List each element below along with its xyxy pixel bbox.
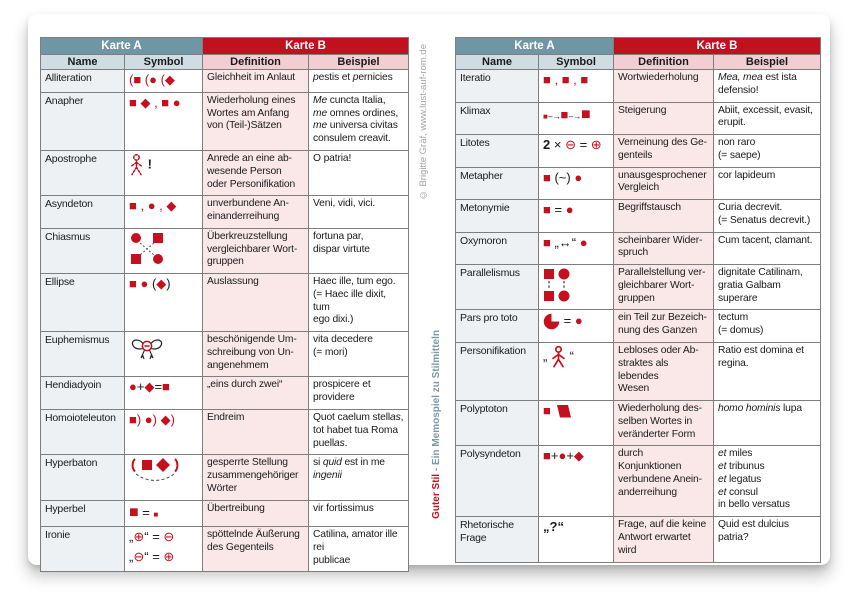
stilmittel-name: Metapher [456,167,539,200]
stilmittel-beispiel: fortuna par, dispar virtute [309,228,409,273]
stilmittel-definition: Wiederholung eines Wortes am Anfang von (Teil-)Sätzen [203,92,309,150]
stilmittel-symbol: ■ ◆ , ■ ● [125,92,203,150]
stilmittel-beispiel: homo hominis lupa [714,401,821,446]
table-row [456,232,821,265]
table-row [456,135,821,168]
table-row [456,517,821,562]
card-group-header-row [41,38,409,55]
stilmittel-beispiel: Cum tacent, clamant. [714,232,821,265]
stilmittel-definition: beschönigende Um- schreibung von Un- angenehmem [203,332,309,377]
col-header-symbol: Symbol [539,55,614,70]
stilmittel-symbol: (■ (● (◆ [125,70,203,93]
stilmittel-beispiel: vir fortissimus [309,500,409,526]
stilmittel-beispiel: O patria! [309,151,409,196]
pars-icon [543,313,560,330]
stilmittel-beispiel: Me cuncta Italia, me omnes ordines, me universa civitas consulem creavit. [309,92,409,150]
stilmittel-definition: durch Konjunktionen verbundene Anein- anderreihung [614,446,714,517]
copyright-vertical-text: © Brigitte Gräf, www.lust-auf-rom.de [418,44,429,201]
stilmittel-name: Ellipse [41,274,125,332]
table-row [41,455,409,500]
karte-b-header: Karte B [203,38,409,55]
stilmittel-symbol: ■ , ■ , ■ [539,70,614,103]
table-row [456,401,821,446]
stilmittel-name: Chiasmus [41,228,125,273]
card-group-header-row [456,38,821,55]
table-row [456,200,821,233]
stilmittel-beispiel: vita decedere (= mori) [309,332,409,377]
stilmittel-symbol: ■ ● (◆) [125,274,203,332]
stilmittel-symbol: ■ = ● [539,200,614,233]
col-header-definition: Definition [203,55,309,70]
stickman-dash-icon [129,154,144,176]
stilmittel-beispiel: dignitate Catilinam, gratia Galbam superare [714,265,821,310]
stilmittel-name: Hyperbaton [41,455,125,500]
stilmittel-symbol: 2 × ⊖ = ⊕ [539,135,614,168]
chiasmus-icon [129,232,164,265]
stilmittel-beispiel: Veni, vidi, vici. [309,196,409,229]
stilmittel-name: Oxymoron [456,232,539,265]
stilmittel-symbol: „?“ [539,517,614,562]
stilmittel-name: Hendiadyoin [41,377,125,410]
stilmittel-beispiel: Curia decrevit. (= Senatus decrevit.) [714,200,821,233]
stilmittel-name: Litotes [456,135,539,168]
stilmittel-definition: Wiederholung des- selben Wortes in veränderter Form [614,401,714,446]
stilmittel-name: Pars pro toto [456,310,539,343]
table-row [41,332,409,377]
stilmittel-name: Anapher [41,92,125,150]
stickman-icon [551,346,566,368]
stilmittel-symbol: ■ , ● , ◆ [125,196,203,229]
stilmittel-beispiel: prospicere et providere [309,377,409,410]
stilmittel-definition: Überkreuzstellung vergleichbarer Wort- gruppen [203,228,309,273]
skewsq-icon [554,405,571,418]
table-row [456,167,821,200]
stilmittel-definition: Lebloses oder Ab- straktes als lebendes Wesen [614,343,714,401]
stilmittel-beispiel: Quid est dulcius patria? [714,517,821,562]
stilmittel-definition: Steigerung [614,102,714,135]
col-header-beispiel: Beispiel [309,55,409,70]
table-row [41,274,409,332]
stilmittel-symbol: ■+●+◆ [539,446,614,517]
stilmittel-name: Metonymie [456,200,539,233]
stilmittel-beispiel: pestis et pernicies [309,70,409,93]
stilmittel-definition: Begriffstausch [614,200,714,233]
stilmittel-definition: Auslassung [203,274,309,332]
stilmittel-symbol: ■ [539,401,614,446]
column-header-row [456,55,821,70]
stilmittel-definition: gesperrte Stellung zusammengehöriger Wörter [203,455,309,500]
stilmittel-name: Klimax [456,102,539,135]
table-row [41,151,409,196]
stilmittel-name: Homoioteleuton [41,410,125,455]
stilmittel-definition: Verneinung des Ge- genteils [614,135,714,168]
stilmittel-definition: Anrede an eine ab- wesende Person oder Personifikation [203,151,309,196]
stilmittel-definition: Parallelstellung ver- gleichbarer Wort- gruppen [614,265,714,310]
stilmittel-name: Alliteration [41,70,125,93]
stilmittel-beispiel: Abiit, excessit, evasit, erupit. [714,102,821,135]
table-row [456,70,821,103]
stilmittel-symbol [539,265,614,310]
stilmittel-symbol: ■ = ■ [125,500,203,526]
bow-icon [129,335,165,360]
stilmittel-symbol: ●+◆=■ [125,377,203,410]
stilmittel-symbol [125,228,203,273]
game-title-name: Guter Stil [431,473,442,519]
table-row [456,102,821,135]
col-header-definition: Definition [614,55,714,70]
stilmittel-definition: Übertreibung [203,500,309,526]
game-title-subtitle: - Ein Memospiel zu Stilmitteln [431,330,442,474]
reference-card [28,14,830,565]
column-header-row [41,55,409,70]
karte-b-header: Karte B [614,38,821,55]
table-row [41,70,409,93]
stilmittel-definition: scheinbarer Wider- spruch [614,232,714,265]
stilmittel-symbol: ! [125,151,203,196]
stilmittel-symbol: ■--→■--→■ [539,102,614,135]
stilmittel-name: Euphemismus [41,332,125,377]
karte-a-header: Karte A [456,38,614,55]
stilmittel-beispiel: si quid est in me ingenii [309,455,409,500]
stilmittel-beispiel: Quot caelum stellas, tot habet tua Roma puellas. [309,410,409,455]
stilmittel-beispiel: non raro (= saepe) [714,135,821,168]
stilmittel-definition: „eins durch zwei“ [203,377,309,410]
stilmittel-name: Parallelismus [456,265,539,310]
stilmittel-definition: Wortwiederholung [614,70,714,103]
stilmittel-name: Asyndeton [41,196,125,229]
stilmittel-symbol: ■ (~) ● [539,167,614,200]
stilmittel-beispiel: et miles et tribunus et legatus et consul in bello versatus [714,446,821,517]
col-header-symbol: Symbol [125,55,203,70]
stilmittel-symbol: ■ „↔“ ● [539,232,614,265]
col-header-name: Name [41,55,125,70]
stilmittel-name: Iteratio [456,70,539,103]
stilmittel-definition: Gleichheit im Anlaut [203,70,309,93]
stilmittel-name: Hyperbel [41,500,125,526]
stilmittel-name: Apostrophe [41,151,125,196]
table-row [41,228,409,273]
stilmittel-name: Personifikation [456,343,539,401]
table-row [41,500,409,526]
table-row [41,410,409,455]
hyperbaton-icon [129,458,181,482]
stilmittel-definition: Endreim [203,410,309,455]
stilmittel-beispiel: Haec ille, tum ego. (= Haec ille dixit, tum ego dixi.) [309,274,409,332]
table-row [456,310,821,343]
stilmittel-name: Polysyndeton [456,446,539,517]
stilmittel-symbol [125,455,203,500]
stilmittel-definition: unausgesprochener Vergleich [614,167,714,200]
stilmittel-symbol: „ “ [539,343,614,401]
stilmittel-definition: Frage, auf die keine Antwort erwartet wird [614,517,714,562]
stilmittel-definition: unverbundene An- einanderreihung [203,196,309,229]
karte-a-header: Karte A [41,38,203,55]
stilmittel-table-left [40,37,409,572]
game-title-vertical-text [431,330,442,519]
table-row [456,343,821,401]
stilmittel-name: Ironie [41,527,125,572]
table-row [41,527,409,572]
table-row [41,92,409,150]
stilmittel-beispiel: tectum (= domus) [714,310,821,343]
stilmittel-definition: spöttelnde Äußerung des Gegenteils [203,527,309,572]
col-header-beispiel: Beispiel [714,55,821,70]
stilmittel-beispiel: Mea, mea est ista defensio! [714,70,821,103]
stilmittel-definition: ein Teil zur Bezeich- nung des Ganzen [614,310,714,343]
stilmittel-symbol: ■) ●) ◆) [125,410,203,455]
table-row [41,377,409,410]
parallel-icon [543,268,571,302]
stilmittel-beispiel: Catilina, amator ille rei publicae [309,527,409,572]
stilmittel-symbol: „⊕“ = ⊖ „⊖“ = ⊕ [125,527,203,572]
stilmittel-beispiel: cor lapideum [714,167,821,200]
col-header-name: Name [456,55,539,70]
table-row [456,446,821,517]
stilmittel-beispiel: Ratio est domina et regina. [714,343,821,401]
stilmittel-table-right [455,37,821,563]
table-row [456,265,821,310]
stilmittel-symbol: = ● [539,310,614,343]
stilmittel-symbol [125,332,203,377]
stilmittel-name: Rhetorische Frage [456,517,539,562]
table-row [41,196,409,229]
stilmittel-name: Polyptoton [456,401,539,446]
